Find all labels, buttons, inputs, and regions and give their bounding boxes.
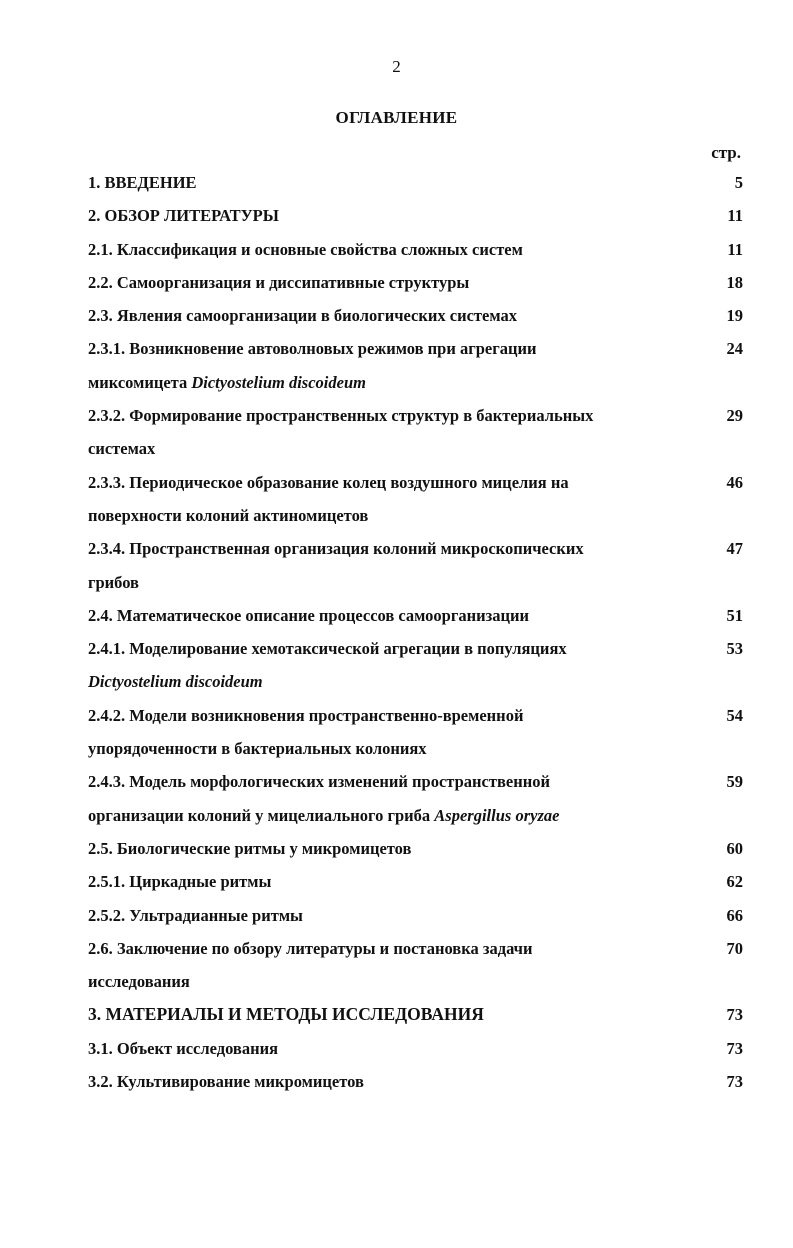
toc-entry-title: 3.2. Культивирование микромицетов (88, 1072, 364, 1092)
toc-entry-page: 62 (726, 872, 743, 892)
species-name: Aspergillus oryzae (434, 805, 560, 825)
toc-entry-3-1 (88, 1032, 743, 1065)
toc-entry-title: 2.5.2. Ультрадианные ритмы (88, 905, 303, 925)
toc-entry-title: 2.2. Самоорганизация и диссипативные структуры (88, 272, 470, 292)
toc-entry-title-line1: 2.6. Заключение по обзору литературы и постановка задачи (88, 938, 533, 958)
toc-entry-title: 2.3. Явления самоорганизации в биологических системах (88, 306, 517, 326)
toc-entry-title: 2.5. Биологические ритмы у микромицетов (88, 838, 412, 858)
toc-entry-2-4 (88, 599, 743, 632)
toc-entry-2-3-2 (88, 399, 743, 466)
toc-entry-page: 47 (726, 539, 743, 559)
toc-entry-title-line1: 2.4.1. Моделирование хемотаксической агрегации в популяциях (88, 639, 567, 659)
toc-entry-literature-review (88, 199, 743, 232)
toc-entry-title-text: миксомицета (88, 372, 192, 392)
toc-entry-title-line1: 2.3.1. Возникновение автоволновых режимов при агрегации (88, 339, 537, 359)
toc-entry-title: 2.4. Математическое описание процессов самоорганизации (88, 605, 530, 625)
toc-entry-page: 11 (727, 239, 743, 259)
toc-entry-title-line2 (88, 366, 653, 399)
toc-entry-title-line2: системах (88, 439, 156, 459)
toc-entry-page: 70 (726, 938, 743, 958)
toc-entry-page: 19 (726, 306, 743, 326)
toc-entry-2-5-1 (88, 865, 743, 898)
toc-entry-title-line1: 2.3.3. Периодическое образование колец воздушного мицелия на (88, 472, 569, 492)
toc-entry-title: 1. ВВЕДЕНИЕ (88, 173, 197, 192)
toc-entry-title-line2: исследования (88, 972, 190, 992)
toc-entry-page: 46 (726, 472, 743, 492)
toc-entry-2-5 (88, 832, 743, 865)
toc-entry-2-3 (88, 299, 743, 332)
toc-entry-2-5-2 (88, 899, 743, 932)
toc-entry-page: 66 (726, 905, 743, 925)
toc-entry-page: 60 (726, 838, 743, 858)
toc-entry-title: 2.5.1. Циркадные ритмы (88, 872, 272, 892)
table-of-contents (88, 166, 743, 1098)
toc-entry-page: 73 (726, 1005, 743, 1025)
toc-entry-title: 2.1. Классификация и основные свойства сложных систем (88, 239, 523, 259)
toc-entry-title-line1: 2.4.2. Модели возникновения пространственно-временной (88, 705, 524, 725)
toc-entry-introduction (88, 166, 743, 199)
toc-entry-2-6 (88, 932, 743, 999)
toc-entry-title-line2: грибов (88, 572, 139, 592)
toc-entry-2-4-2 (88, 699, 743, 766)
toc-entry-page: 59 (726, 772, 743, 792)
toc-entry-2-1 (88, 233, 743, 266)
toc-entry-2-3-4 (88, 532, 743, 599)
toc-entry-page: 18 (726, 272, 743, 292)
toc-entry-title-text: организации колоний у мицелиального гриба (88, 805, 435, 825)
toc-entry-2-4-3 (88, 765, 743, 832)
toc-entry-title (88, 699, 653, 766)
page-number: 2 (392, 57, 401, 76)
species-name: Dictyostelium discoideum (88, 672, 263, 692)
species-name: Dictyostelium discoideum (191, 372, 366, 392)
toc-entry-title-line1: 2.3.4. Пространственная организация колоний микроскопических (88, 539, 584, 559)
toc-entry-title-line1: 2.4.3. Модель морфологических изменений пространственной (88, 772, 550, 792)
toc-entry-title (88, 632, 653, 699)
toc-entry-page: 53 (726, 639, 743, 659)
toc-entry-page: 73 (726, 1072, 743, 1092)
toc-entry-2-3-1 (88, 332, 743, 399)
toc-entry-title-line1: 2.3.2. Формирование пространственных структур в бактериальных (88, 406, 594, 426)
toc-entry-title (88, 532, 653, 599)
toc-entry-title (88, 466, 653, 533)
toc-entry-2-4-1 (88, 632, 743, 699)
toc-entry-2-2 (88, 266, 743, 299)
toc-entry-page: 5 (734, 173, 743, 192)
toc-entry-title (88, 765, 653, 832)
toc-entry-page: 51 (726, 605, 743, 625)
page-column-label: стр. (711, 143, 741, 162)
toc-entry-3-2 (88, 1065, 743, 1098)
toc-entry-page: 24 (726, 339, 743, 359)
toc-entry-title: 3. МАТЕРИАЛЫ И МЕТОДЫ ИССЛЕДОВАНИЯ (88, 1004, 484, 1025)
toc-entry-title: 3.1. Объект исследования (88, 1038, 279, 1058)
toc-entry-title-line2: упорядоченности в бактериальных колониях (88, 739, 427, 759)
page-title: ОГЛАВЛЕНИЕ (335, 108, 458, 127)
toc-entry-title (88, 399, 653, 466)
toc-entry-2-3-3 (88, 466, 743, 533)
toc-entry-title-line2: поверхности колоний актиномицетов (88, 505, 369, 525)
toc-entry-title (88, 932, 653, 999)
toc-entry-title (88, 332, 653, 399)
toc-entry-page: 11 (727, 206, 743, 226)
toc-entry-page: 29 (726, 406, 743, 426)
toc-entry-title-line2 (88, 799, 653, 832)
toc-entry-page: 73 (726, 1038, 743, 1058)
toc-entry-materials-methods (88, 998, 743, 1031)
toc-entry-page: 54 (726, 705, 743, 725)
toc-entry-title: 2. ОБЗОР ЛИТЕРАТУРЫ (88, 206, 279, 226)
